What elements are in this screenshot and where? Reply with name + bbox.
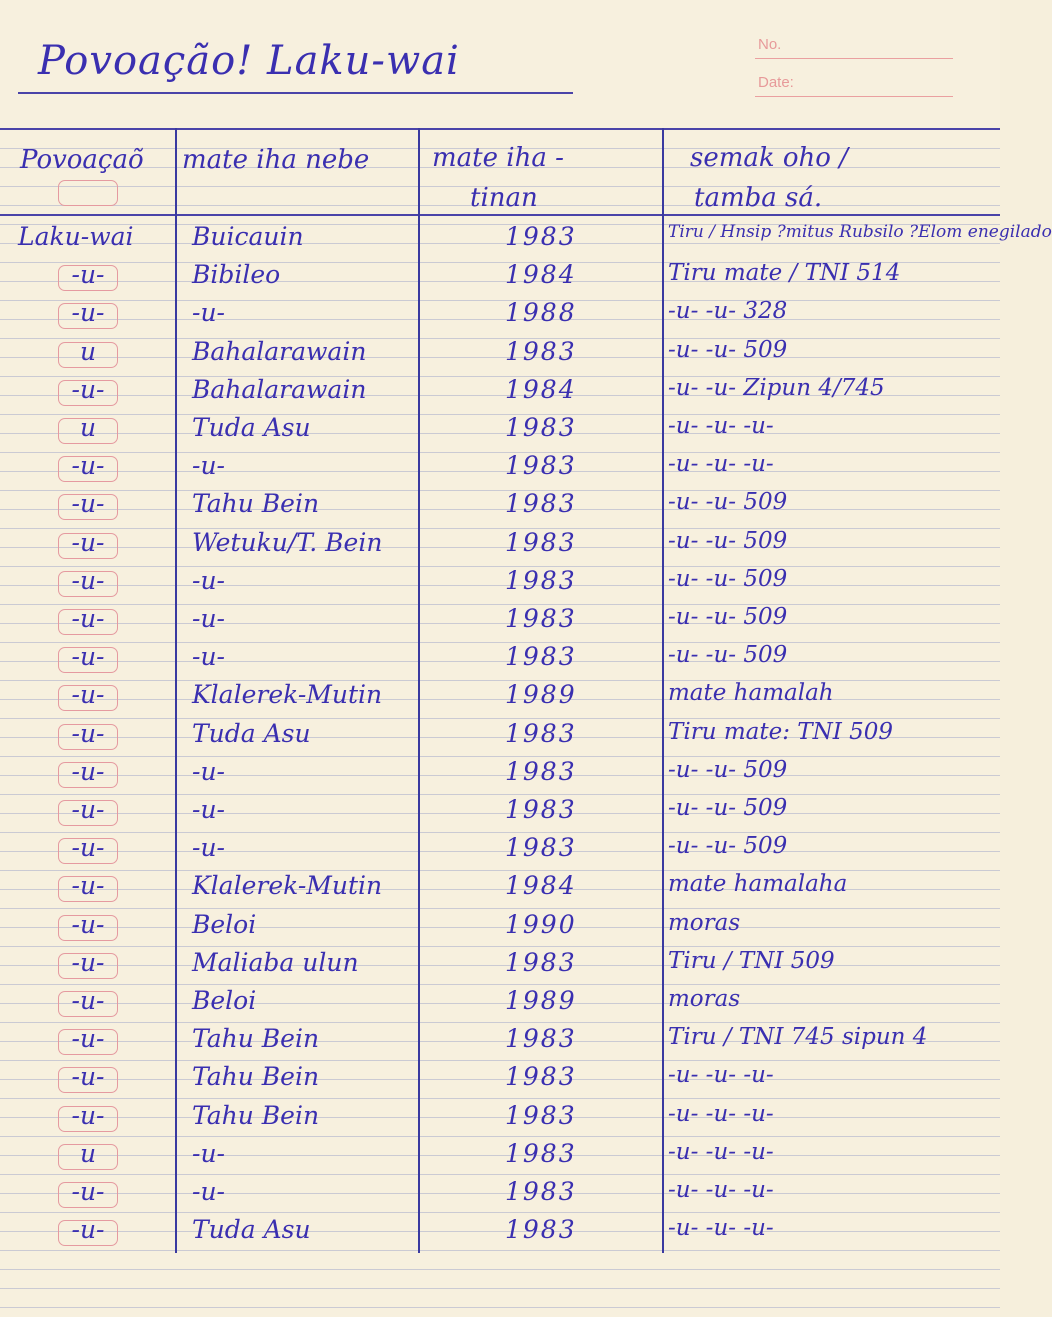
cell-year: 1989: [505, 680, 577, 710]
cell-year: 1983: [505, 222, 577, 251]
table-row: [0, 831, 1000, 869]
cell-place: Tahu Bein: [192, 1024, 320, 1054]
cell-place: Tuda Asu: [192, 1215, 311, 1245]
cell-year: 1983: [505, 489, 577, 519]
table-row: [0, 869, 1000, 907]
cell-povoacao: -u-: [71, 833, 105, 863]
table-row: [0, 487, 1000, 525]
table-row: [0, 793, 1000, 831]
cell-cause: Tiru mate / TNI 514: [668, 260, 901, 287]
cell-cause: mate hamalah: [668, 680, 834, 707]
cell-cause: -u- -u- -u-: [668, 413, 774, 439]
cell-year: 1983: [505, 756, 577, 786]
cell-year: 1983: [505, 451, 577, 481]
cell-povoacao: -u-: [71, 489, 105, 519]
cell-cause: mate hamalaha: [668, 871, 848, 898]
cell-povoacao: -u-: [71, 718, 105, 748]
cell-cause: -u- -u- 509: [668, 833, 788, 860]
header-row-box: [58, 180, 118, 206]
cell-place: Klalerek-Mutin: [192, 680, 383, 710]
table-row: [0, 908, 1000, 946]
cell-cause: -u- -u- 509: [668, 756, 788, 783]
cell-cause: -u- -u- Zipun 4/745: [668, 374, 885, 401]
cell-year: 1983: [505, 642, 577, 672]
title-underline: [18, 92, 573, 94]
cell-year: 1989: [505, 986, 577, 1015]
cell-year: 1983: [505, 1138, 577, 1168]
cell-year: 1983: [505, 833, 577, 863]
cell-cause: Tiru / TNI 509: [668, 947, 835, 974]
cell-cause: -u- -u- -u-: [668, 1215, 774, 1242]
cell-cause: -u- -u- -u-: [668, 1138, 774, 1165]
cell-year: 1983: [505, 795, 577, 824]
cell-year: 1983: [505, 1024, 577, 1054]
cell-year: 1983: [505, 413, 577, 442]
table-row: [0, 717, 1000, 755]
cell-place: -u-: [192, 795, 225, 824]
cell-povoacao: -u-: [71, 374, 105, 404]
cell-povoacao: u: [79, 1138, 97, 1168]
table-row: [0, 1099, 1000, 1137]
cell-povoacao: Laku-wai: [18, 222, 134, 251]
cell-year: 1983: [505, 527, 577, 557]
cell-year: 1983: [505, 1062, 577, 1092]
cell-cause: -u- -u- 509: [668, 489, 788, 516]
cell-place: -u-: [192, 642, 225, 672]
cell-place: Tahu Bein: [192, 1100, 320, 1130]
cell-place: Buicauin: [192, 222, 304, 251]
cell-year: 1983: [505, 336, 577, 366]
table-row: [0, 984, 1000, 1022]
cell-povoacao: -u-: [71, 986, 105, 1015]
cell-place: Bibileo: [192, 260, 281, 290]
cell-povoacao: -u-: [71, 1215, 105, 1245]
table-row: [0, 411, 1000, 449]
cell-povoacao: -u-: [71, 565, 105, 595]
cell-place: -u-: [192, 1138, 225, 1168]
table-row: [0, 1137, 1000, 1175]
cell-cause: Tiru / TNI 745 sipun 4: [668, 1024, 928, 1051]
cell-cause: -u- -u- -u-: [668, 1177, 774, 1203]
cell-place: -u-: [192, 298, 225, 328]
cell-cause: -u- -u- 328: [668, 298, 788, 325]
cell-cause: -u- -u- 509: [668, 795, 788, 821]
table-row: [0, 1022, 1000, 1060]
cell-povoacao: -u-: [71, 909, 105, 939]
cell-cause: -u- -u- 509: [668, 527, 788, 554]
cell-year: 1984: [505, 260, 577, 290]
cell-povoacao: u: [79, 336, 97, 366]
cell-place: -u-: [192, 756, 225, 786]
cell-year: 1983: [505, 604, 577, 633]
column-header-povoacao: Povoaçaõ: [20, 145, 144, 175]
no-field-line: [755, 58, 953, 59]
cell-povoacao: -u-: [71, 527, 105, 557]
table-row: [0, 1060, 1000, 1098]
cell-place: Maliaba ulun: [192, 947, 359, 977]
column-header-mate-iha-tinan-line1: mate iha -: [432, 143, 564, 173]
table-row: [0, 258, 1000, 296]
cell-year: 1984: [505, 374, 577, 404]
cell-place: Beloi: [192, 986, 257, 1015]
cell-povoacao: -u-: [71, 298, 105, 328]
cell-year: 1983: [505, 1100, 577, 1130]
table-row: [0, 602, 1000, 640]
cell-povoacao: -u-: [71, 642, 105, 672]
column-header-semak-line1: semak oho /: [690, 143, 848, 173]
cell-cause: -u- -u- -u-: [668, 1062, 774, 1089]
cell-povoacao: -u-: [71, 680, 105, 710]
cell-cause: Tiru mate: TNI 509: [668, 718, 894, 745]
cell-year: 1983: [505, 947, 577, 977]
cell-place: Tahu Bein: [192, 489, 320, 519]
cell-povoacao: -u-: [71, 1062, 105, 1092]
cell-cause: -u- -u- 509: [668, 336, 788, 363]
cell-year: 1984: [505, 871, 577, 901]
cell-place: -u-: [192, 451, 225, 481]
cell-place: Tuda Asu: [192, 413, 311, 442]
table-top-rule: [0, 128, 1000, 130]
cell-povoacao: -u-: [71, 756, 105, 786]
column-header-mate-iha-tinan-line2: tinan: [470, 183, 538, 213]
cell-povoacao: u: [79, 413, 97, 442]
table-row: [0, 1175, 1000, 1213]
column-header-mate-iha-nebe: mate iha nebe: [182, 145, 370, 175]
cell-povoacao: -u-: [71, 947, 105, 977]
cell-cause: -u- -u- 509: [668, 642, 788, 669]
table-row: [0, 640, 1000, 678]
cell-year: 1983: [505, 1177, 577, 1206]
cell-place: Wetuku/T. Bein: [192, 527, 383, 557]
cell-povoacao: -u-: [71, 451, 105, 481]
date-field-line: [755, 96, 953, 97]
cell-year: 1988: [505, 298, 577, 328]
cell-cause: moras: [668, 986, 741, 1012]
cell-place: -u-: [192, 1177, 225, 1206]
column-header-semak-line2: tamba sá.: [694, 183, 823, 213]
table-row: [0, 526, 1000, 564]
cell-povoacao: -u-: [71, 871, 105, 901]
cell-cause: Tiru / Hnsip ?mitus Rubsilo ?Elom enegilado: [668, 222, 1052, 242]
cell-povoacao: -u-: [71, 604, 105, 633]
cell-cause: moras: [668, 909, 741, 936]
cell-year: 1990: [505, 909, 577, 939]
column-header-mate-iha-tinan: [432, 138, 652, 218]
table-row: [0, 755, 1000, 793]
cell-cause: -u- -u- 509: [668, 565, 788, 592]
cell-place: Klalerek-Mutin: [192, 871, 383, 901]
cell-place: Tuda Asu: [192, 718, 311, 748]
table-row: [0, 678, 1000, 716]
cell-place: -u-: [192, 565, 225, 595]
cell-place: -u-: [192, 604, 225, 633]
cell-povoacao: -u-: [71, 1100, 105, 1130]
cell-place: Bahalarawain: [192, 374, 367, 404]
table-row: [0, 449, 1000, 487]
cell-povoacao: -u-: [71, 260, 105, 290]
no-label: No.: [758, 36, 782, 53]
date-label: Date:: [758, 74, 794, 91]
cell-povoacao: -u-: [71, 1024, 105, 1054]
column-header-semak-oho-tamba-sa: [690, 138, 990, 218]
cell-place: -u-: [192, 833, 225, 863]
cell-povoacao: -u-: [71, 1177, 105, 1206]
table-row: [0, 564, 1000, 602]
cell-year: 1983: [505, 1215, 577, 1245]
table-row: [0, 946, 1000, 984]
table-row: [0, 373, 1000, 411]
table-row: [0, 220, 1052, 258]
table-row: [0, 335, 1000, 373]
cell-year: 1983: [505, 718, 577, 748]
cell-place: Tahu Bein: [192, 1062, 320, 1092]
table-row: [0, 296, 1000, 334]
cell-place: Beloi: [192, 909, 257, 939]
page-title: Povoação! Laku-wai: [38, 38, 460, 84]
cell-cause: -u- -u- 509: [668, 604, 788, 630]
cell-povoacao: -u-: [71, 795, 105, 824]
table-row: [0, 1213, 1000, 1251]
cell-place: Bahalarawain: [192, 336, 367, 366]
cell-cause: -u- -u- -u-: [668, 451, 774, 478]
cell-year: 1983: [505, 565, 577, 595]
cell-cause: -u- -u- -u-: [668, 1100, 774, 1127]
